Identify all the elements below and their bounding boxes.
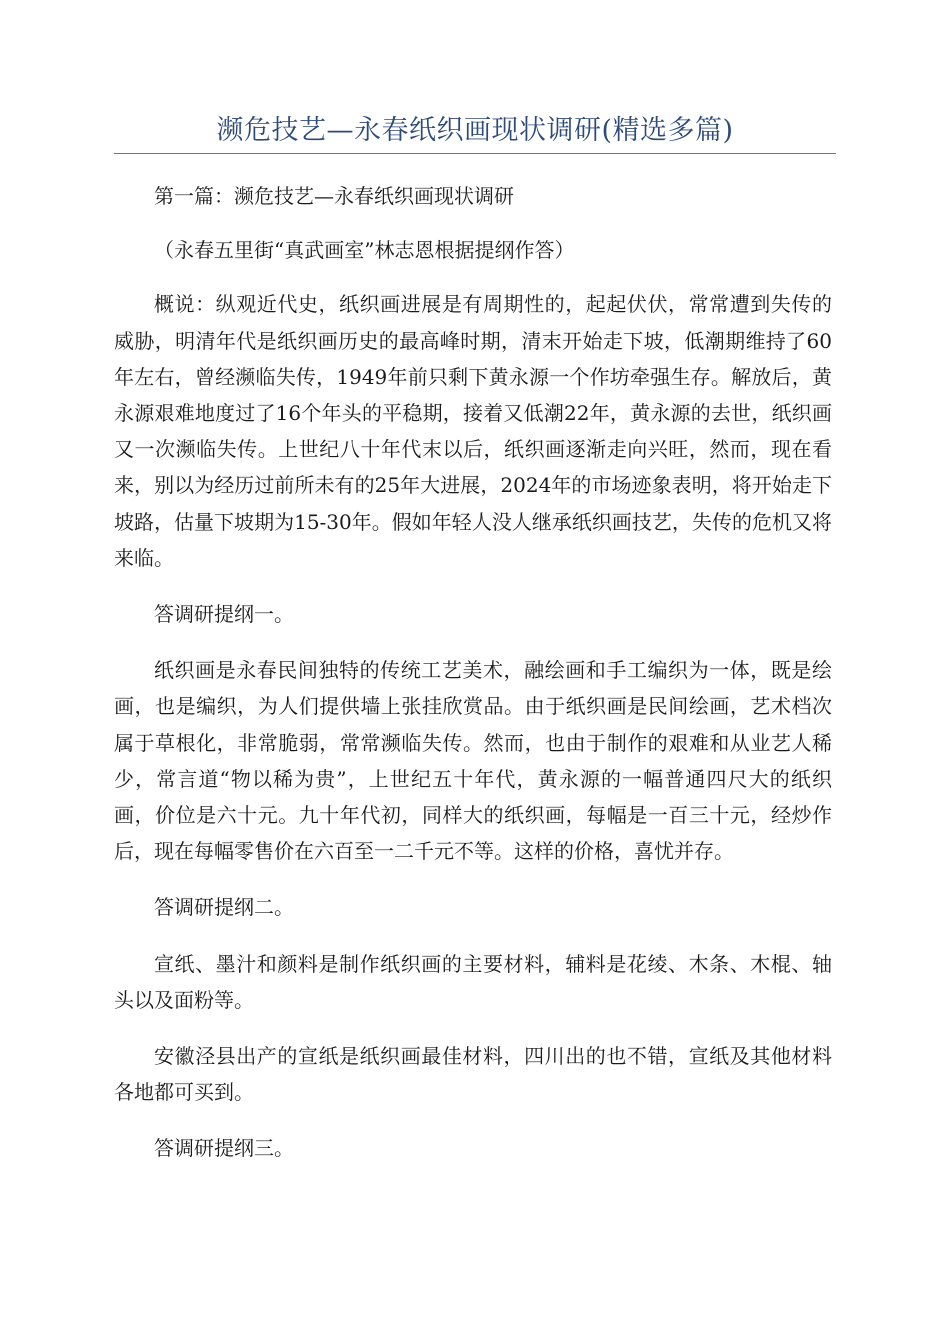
title-underline <box>114 153 836 154</box>
outline-answer-heading-1: 答调研提纲一。 <box>154 602 294 627</box>
paragraph-answer-1: 纸织画是永春民间独特的传统工艺美术，融绘画和手工编织为一体，既是绘画，也是编织，为人们提供墙上张挂欣赏品。由于纸织画是民间绘画，艺术档次属于草根化，非常脆弱，常常濒临失传。然而，也由于制作的艰难和从业艺人稀少，常言道“物以稀为贵”，上世纪五十年代，黄永源的一幅普通四尺大的纸织画，价位是六十元。九十年代初，同样大的纸织画，每幅是一百三十元，经炒作后，现在每幅零售价在六百至一二千元不等。这样的价格，喜忧并存。 <box>114 658 832 864</box>
paragraph-materials: 宣纸、墨汁和颜料是制作纸织画的主要材料，辅料是花绫、木条、木棍、轴头以及面粉等。 <box>114 951 832 1012</box>
outline-answer-heading-2: 答调研提纲二。 <box>154 895 294 920</box>
author-note: （永春五里街“真武画室”林志恩根据提纲作答） <box>154 238 575 263</box>
document-title: 濒危技艺—永春纸织画现状调研(精选多篇) <box>216 115 734 146</box>
outline-answer-heading-3: 答调研提纲三。 <box>154 1136 294 1161</box>
paragraph-paper-source: 安徽泾县出产的宣纸是纸织画最佳材料，四川出的也不错，宣纸及其他材料各地都可买到。 <box>114 1044 832 1105</box>
document-body <box>114 178 832 1167</box>
section-heading: 第一篇：濒危技艺—永春纸织画现状调研 <box>154 184 514 208</box>
paragraph-overview: 概说：纵观近代史，纸织画进展是有周期性的，起起伏伏，常常遭到失传的威胁，明清年代是纸织画历史的最高峰时期，清末开始走下坡，低潮期维持了60年左右，曾经濒临失传，1949年前只剩下黄永源一个作坊牵强生存。解放后，黄永源艰难地度过了16个年头的平稳期，接着又低潮22年，黄永源的去世，纸织画又一次濒临失传。上世纪八十年代末以后，纸织画逐渐走向兴旺，然而，现在看来，别以为经历过前所未有的25年大进展，2024年的市场迹象表明，将开始走下坡路，估量下坡期为15-30年。假如年轻人没人继承纸织画技艺，失传的危机又将来临。 <box>114 292 832 570</box>
